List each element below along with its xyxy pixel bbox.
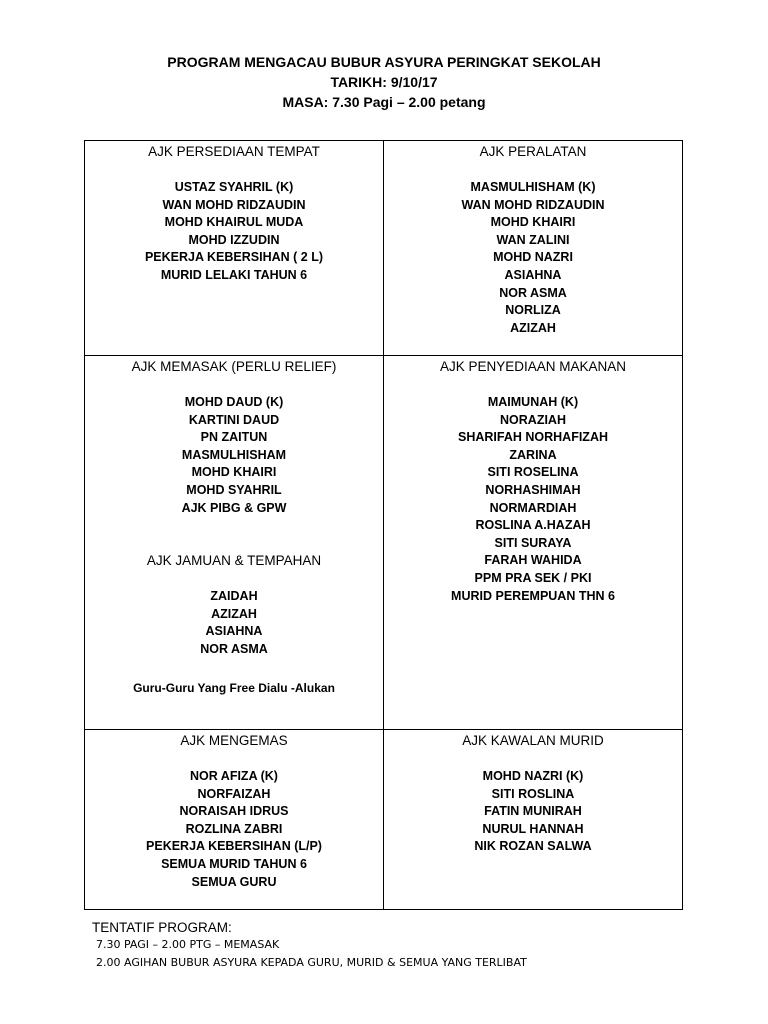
member-name: MASMULHISHAM	[181, 447, 287, 462]
member-list	[384, 394, 682, 605]
member-name: NIK ROZAN SALWA	[474, 839, 592, 854]
tentatif-section	[92, 919, 527, 972]
member-name: NORMARDIAH	[489, 500, 577, 515]
cell-memasak-jamuan	[85, 356, 383, 729]
tentatif-item: 7.30 PAGI – 2.00 PTG – MEMASAK	[96, 938, 280, 951]
member-name: AJK PIBG & GPW	[181, 500, 287, 515]
member-list	[384, 768, 682, 856]
member-name: SITI SURAYA	[494, 535, 572, 550]
member-name: SEMUA GURU	[191, 874, 277, 889]
member-list	[85, 768, 383, 891]
member-list	[85, 588, 383, 658]
member-list	[85, 179, 383, 285]
document-time: MASA: 7.30 Pagi – 2.00 petang	[282, 94, 486, 110]
member-name: ASIAHNA	[504, 267, 562, 282]
member-name: WAN ZALINI	[496, 232, 570, 247]
member-list	[384, 179, 682, 337]
member-name: ZAIDAH	[210, 589, 258, 604]
member-name: MOHD KHAIRI	[490, 215, 576, 230]
member-name: SEMUA MURID TAHUN 6	[161, 856, 307, 871]
member-name: FARAH WAHIDA	[484, 553, 582, 568]
tentatif-list	[92, 936, 527, 972]
member-name: PN ZAITUN	[200, 430, 268, 445]
member-name: ROZLINA ZABRI	[185, 821, 283, 836]
member-name: WAN MOHD RIDZAUDIN	[461, 197, 605, 212]
member-name: SHARIFAH NORHAFIZAH	[458, 430, 608, 445]
member-name: USTAZ SYAHRIL (K)	[174, 180, 294, 194]
member-name: NORLIZA	[505, 303, 561, 318]
member-name: MOHD NAZRI	[493, 250, 573, 265]
member-name: NORHASHIMAH	[485, 482, 581, 497]
member-name: FATIN MUNIRAH	[484, 804, 582, 819]
member-name: MURID PEREMPUAN THN 6	[451, 588, 615, 603]
committee-title: AJK PERSEDIAAN TEMPAT	[148, 144, 320, 159]
document-date: TARIKH: 9/10/17	[330, 74, 438, 90]
committee-title: AJK KAWALAN MURID	[462, 733, 604, 748]
committee-title: AJK PERALATAN	[479, 144, 587, 159]
tentatif-title: TENTATIF PROGRAM:	[92, 920, 232, 935]
member-name: ASIAHNA	[205, 624, 263, 639]
member-name: MOHD SYAHRIL	[186, 482, 282, 497]
member-name: SITI ROSELINA	[487, 465, 579, 480]
member-name: AZIZAH	[510, 320, 556, 335]
committee-title: AJK PENYEDIAAN MAKANAN	[439, 359, 627, 374]
member-name: MOHD IZZUDIN	[188, 232, 280, 247]
member-name: ZARINA	[509, 447, 557, 462]
member-name: MASMULHISHAM (K)	[470, 180, 596, 194]
member-name: PPM PRA SEK / PKI	[474, 570, 592, 585]
member-name: MURID LELAKI TAHUN 6	[160, 267, 308, 282]
member-name: PEKERJA KEBERSIHAN ( 2 L)	[144, 250, 324, 265]
member-name: MAIMUNAH (K)	[487, 395, 579, 409]
member-name: MOHD KHAIRUL MUDA	[164, 215, 304, 230]
member-name: ROSLINA A.HAZAH	[475, 518, 591, 533]
member-name: NOR AFIZA (K)	[190, 769, 278, 783]
cell-peralatan	[384, 141, 682, 355]
member-name: NORAZIAH	[500, 412, 566, 427]
member-name: MOHD KHAIRI	[191, 465, 277, 480]
cell-mengemas	[85, 730, 383, 909]
member-name: NOR ASMA	[200, 641, 268, 656]
member-name: PEKERJA KEBERSIHAN (L/P)	[146, 839, 322, 854]
member-name: SITI ROSLINA	[491, 786, 575, 801]
member-name: AZIZAH	[211, 606, 257, 621]
committee-note: Guru-Guru Yang Free Dialu -Alukan	[133, 680, 335, 695]
committee-table	[84, 140, 683, 910]
committee-title: AJK JAMUAN & TEMPAHAN	[146, 553, 322, 569]
member-list	[85, 394, 383, 517]
member-name: MOHD NAZRI (K)	[482, 769, 584, 783]
member-name: NURUL HANNAH	[482, 821, 584, 836]
cell-persediaan-tempat	[85, 141, 383, 355]
member-name: MOHD DAUD (K)	[184, 395, 284, 409]
member-name: KARTINI DAUD	[188, 412, 280, 427]
cell-kawalan-murid	[384, 730, 682, 909]
tentatif-item: 2.00 AGIHAN BUBUR ASYURA KEPADA GURU, MURID & SEMUA YANG TERLIBAT	[96, 956, 527, 969]
member-name: NOR ASMA	[499, 285, 567, 300]
member-name: NORFAIZAH	[197, 786, 271, 801]
committee-title: AJK MENGEMAS	[180, 733, 288, 748]
committee-title: AJK MEMASAK (PERLU RELIEF)	[131, 359, 337, 374]
member-name: NORAISAH IDRUS	[179, 804, 289, 819]
document-title: PROGRAM MENGACAU BUBUR ASYURA PERINGKAT SEKOLAH	[167, 54, 601, 70]
cell-penyediaan-makanan	[384, 356, 682, 729]
document-header	[0, 52, 768, 112]
member-name: WAN MOHD RIDZAUDIN	[162, 197, 306, 212]
